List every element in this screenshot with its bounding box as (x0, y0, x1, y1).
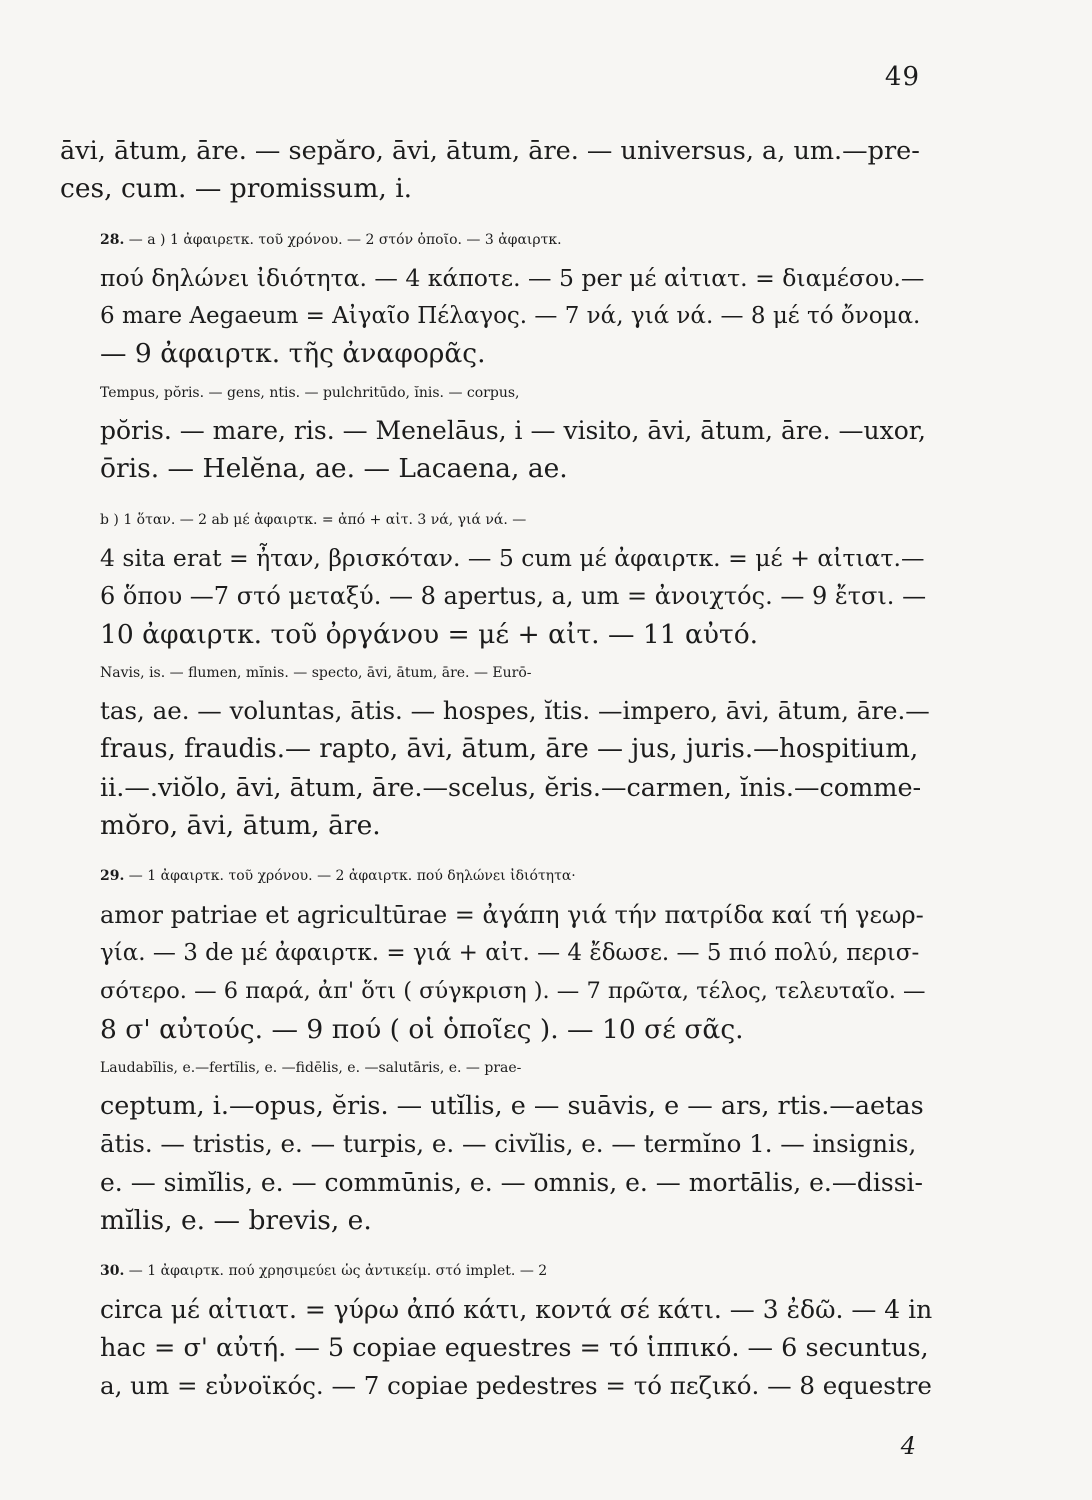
text-line: γία. — 3 de μέ ἀφαιρτκ. = γιά + αἰτ. — 4 ἔδωσε. — 5 πιό πολύ, περισ- (100, 939, 920, 966)
text-line: 6 mare Aegaeum = Αἰγαῖο Πέλαγος. — 7 νά, γιά νά. — 8 μέ τό ὄνομα. (100, 303, 921, 330)
vocabulary-list (60, 374, 932, 489)
text-line: ōris. — Helĕna, ae. — Lacaena, ae. (100, 453, 568, 485)
text-line: 30. — 1 ἀφαιρτκ. πού χρησιμεύει ὡς ἀντικείμ. στό implet. — 2 (100, 1263, 548, 1280)
page-body (60, 132, 932, 1406)
text-line: circa μέ αἰτιατ. = γύρω ἀπό κάτι, κοντά σέ κάτι. — 3 ἐδῶ. — 4 in (100, 1294, 932, 1324)
text-line: ii.—.viŏlo, āvi, ātum, āre.—scelus, ĕris.—carmen, ĭnis.—comme- (100, 772, 922, 803)
exercise-number: 28. (100, 231, 125, 248)
text-line: 29. — 1 ἀφαιρτκ. τοῦ χρόνου. — 2 ἀφαιρτκ. πού δηλώνει ἰδιότητα· (100, 868, 576, 885)
page-number: 49 (884, 62, 920, 92)
text-line: 4 sita erat = ἦταν, βρισκόταν. — 5 cum μέ ἀφαιρτκ. = μέ + αἰτιατ.— (100, 543, 925, 572)
text-line: a, um = εὐνοϊκός. — 7 copiae pedestres = τό πεζικό. — 8 equestre (100, 1371, 932, 1401)
exercise-number: 30. (100, 1263, 125, 1280)
text-line: mŏro, āvi, ātum, āre. (100, 810, 381, 842)
text-line: 6 ὅπου —7 στό μεταξύ. — 8 apertus, a, um = ἀνοιχτός. — 9 ἔτσι. — (100, 582, 927, 611)
text-line: fraus, fraudis.— rapto, āvi, ātum, āre — jus, juris.—hospitium, (100, 734, 919, 765)
text-line: Navis, is. — flumen, mĭnis. — specto, āvi, ātum, āre. — Eurō- (100, 664, 532, 681)
text-line: pŏris. — mare, ris. — Menelāus, i — visito, āvi, ātum, āre. —uxor, (100, 416, 926, 446)
text-line: 8 σ' αὐτούς. — 9 πού ( οἱ ὁποῖες ). — 10 σέ σᾶς. (100, 1013, 744, 1045)
exercise-notes-28a (60, 221, 932, 374)
text-line: πού δηλώνει ἰδιότητα. — 4 κάποτε. — 5 per μέ αἰτιατ. = διαμέσου.— (100, 263, 925, 292)
exercise-notes-30 (60, 1252, 932, 1405)
exercise-number: 29. (100, 868, 125, 885)
text-line: Tempus, pŏris. — gens, ntis. — pulchritūdo, ĭnis. — corpus, (100, 384, 520, 401)
text-line: amor patriae et agricultūrae = ἀγάπη γιά τήν πατρίδα καί τή γεωρ- (100, 900, 924, 929)
vocabulary-list (60, 654, 932, 845)
text-line: 28. — a ) 1 ἀφαιρετκ. τοῦ χρόνου. — 2 στόν ὁποῖο. — 3 ἀφαιρτκ. (100, 231, 562, 248)
text-line: σότερο. — 6 παρά, ἀπ' ὅτι ( σύγκριση ). — 7 πρῶτα, τέλος, τελευταῖο. — (100, 978, 926, 1005)
text-line: tas, ae. — voluntas, ātis. — hospes, ĭtis. —impero, āvi, ātum, āre.— (100, 696, 930, 726)
text-line: 10 ἀφαιρτκ. τοῦ ὀργάνου = μέ + αἰτ. — 11 αὐτό. (100, 618, 759, 650)
vocabulary-list (60, 1049, 932, 1240)
text-line: ceptum, i.—opus, ĕris. — utĭlis, e — suāvis, e — ars, rtis.—aetas (100, 1091, 924, 1122)
text-line: Laudabĭlis, e.—fertĭlis, e. —fidēlis, e. —salutāris, e. — prae- (100, 1059, 522, 1076)
printer-signature-mark: 4 (900, 1432, 916, 1460)
text-line: āvi, ātum, āre. — sepăro, āvi, ātum, āre. — universus, a, um.—pre- (60, 136, 920, 166)
text-line: — 9 ἀφαιρτκ. τῆς ἀναφορᾶς. (100, 338, 486, 370)
text-line: e. — simĭlis, e. — commūnis, e. — omnis, e. — mortālis, e.—dissi- (100, 1167, 923, 1197)
exercise-notes-29 (60, 857, 932, 1048)
text-line: hac = σ' αὐτή. — 5 copiae equestres = τό ἱππικό. — 6 secuntus, (100, 1332, 929, 1363)
vocabulary-list (60, 132, 932, 209)
text-line: ces, cum. — promissum, i. (60, 173, 413, 205)
text-line: ātis. — tristis, e. — turpis, e. — civĭlis, e. — termĭno 1. — insignis, (100, 1129, 917, 1159)
exercise-notes-28b (60, 501, 932, 654)
text-line: b ) 1 ὅταν. — 2 ab μέ ἀφαιρτκ. = ἀπό + αἰτ. 3 νά, γιά νά. — (100, 511, 527, 528)
text-line: mĭlis, e. — brevis, e. (100, 1205, 372, 1237)
